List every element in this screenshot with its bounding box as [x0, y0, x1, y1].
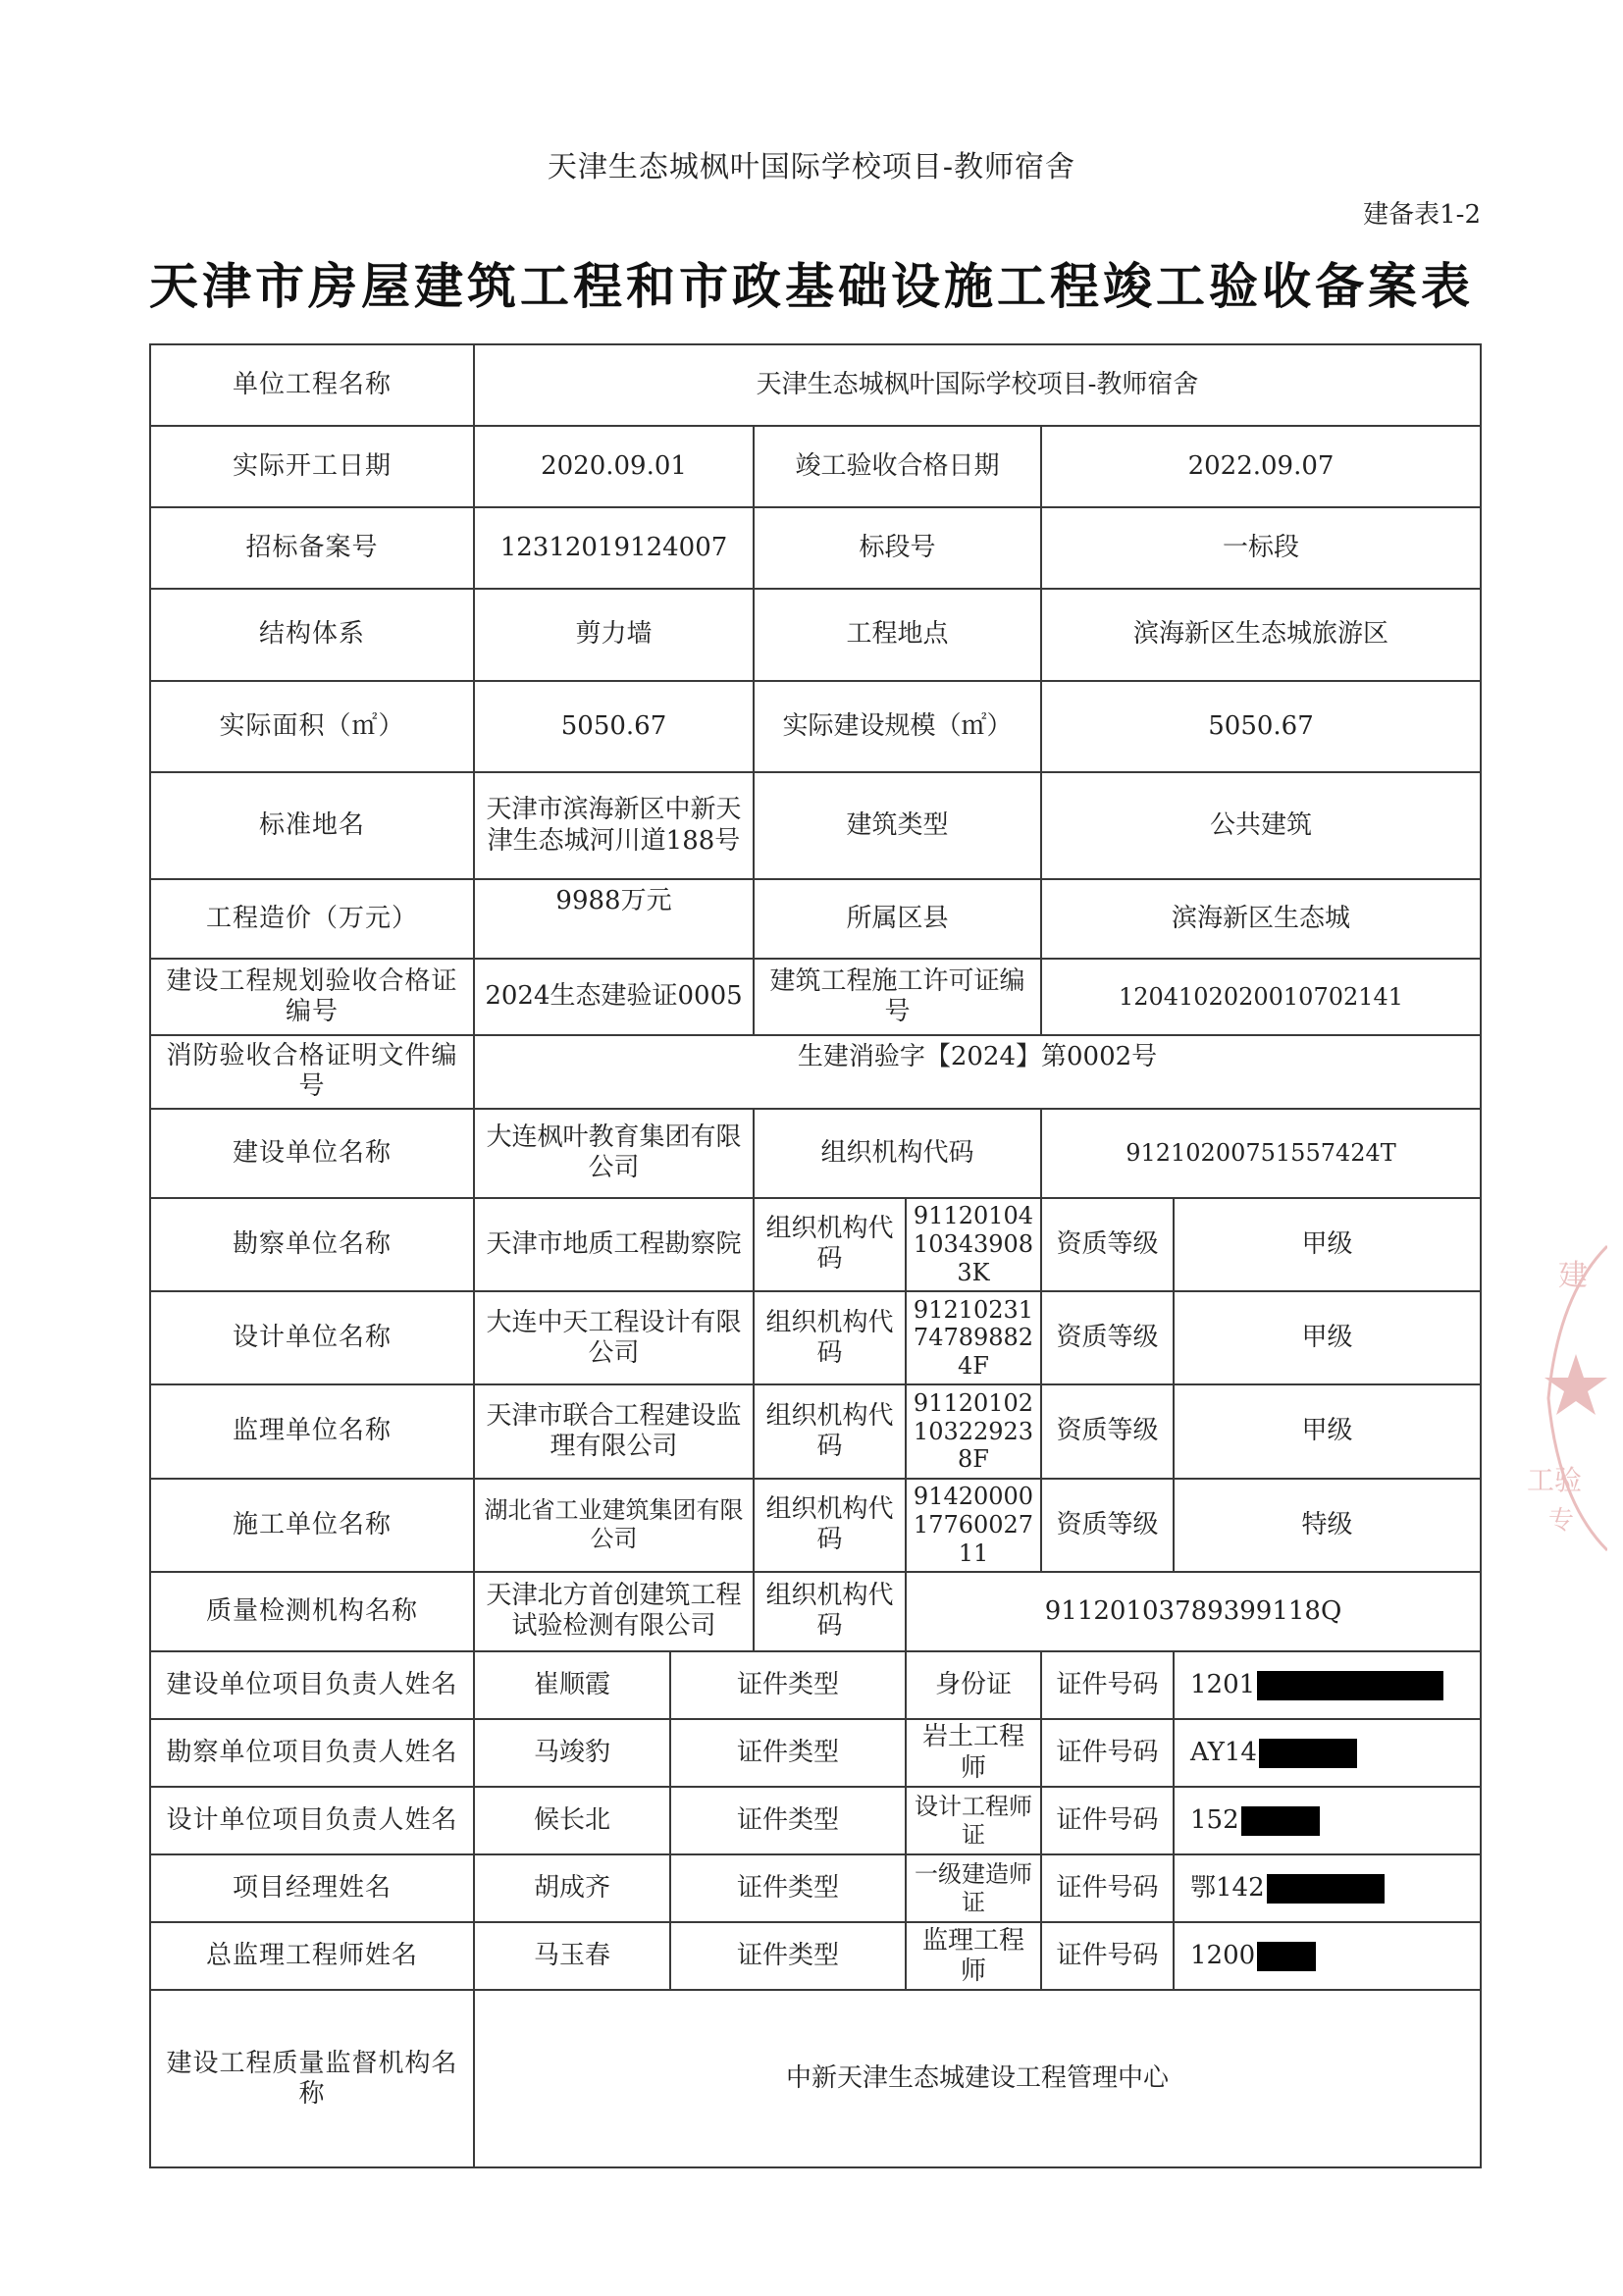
- row-address: [150, 772, 1481, 879]
- owner-label: 建设单位名称: [150, 1109, 474, 1198]
- redaction-bar: [1241, 1806, 1320, 1836]
- unit-code-label: 组织机构代码: [754, 1384, 906, 1478]
- id-no-label: 证件号码: [1041, 1854, 1174, 1922]
- start-date-label: 实际开工日期: [150, 426, 474, 507]
- area-label: 实际面积（㎡）: [150, 681, 474, 772]
- row-person: [150, 1651, 1481, 1719]
- person-role: 项目经理姓名: [150, 1854, 474, 1922]
- unit-code: 91210231747898824F: [906, 1291, 1041, 1384]
- id-no-label: 证件号码: [1041, 1787, 1174, 1854]
- row-person: [150, 1854, 1481, 1922]
- row-certs: [150, 959, 1481, 1034]
- person-id-no: [1174, 1651, 1481, 1719]
- cost-label: 工程造价（万元）: [150, 879, 474, 959]
- row-structure: [150, 589, 1481, 680]
- person-id-type: 身份证: [906, 1651, 1041, 1719]
- testing-name: 天津北方首创建筑工程试验检测有限公司: [474, 1572, 754, 1651]
- owner-code-value: 91210200751557424T: [1041, 1109, 1481, 1198]
- person-name: 马玉春: [474, 1922, 670, 1990]
- id-type-label: 证件类型: [670, 1787, 906, 1854]
- row-unit: [150, 1479, 1481, 1572]
- supervision-value: 中新天津生态城建设工程管理中心: [474, 1990, 1481, 2167]
- row-owner: [150, 1109, 1481, 1198]
- address-label: 标准地名: [150, 772, 474, 879]
- structure-label: 结构体系: [150, 589, 474, 680]
- person-id-prefix: 1201: [1190, 1669, 1256, 1699]
- unit-grade: 甲级: [1174, 1384, 1481, 1478]
- form-title: 天津市房屋建筑工程和市政基础设施工程竣工验收备案表: [149, 257, 1474, 315]
- redaction-bar: [1259, 1739, 1357, 1768]
- supervision-label: 建设工程质量监督机构名称: [150, 1990, 474, 2167]
- project-header: 天津生态城枫叶国际学校项目-教师宿舍: [547, 150, 1076, 184]
- qualification-label: 资质等级: [1041, 1198, 1174, 1291]
- bid-no-value: 12312019124007: [474, 507, 754, 589]
- row-person: [150, 1787, 1481, 1854]
- person-id-type: 岩土工程师: [906, 1719, 1041, 1787]
- location-label: 工程地点: [754, 589, 1041, 680]
- person-id-prefix: 152: [1190, 1805, 1239, 1836]
- row-unit: [150, 1384, 1481, 1478]
- person-name: 候长北: [474, 1787, 670, 1854]
- unit-label: 设计单位名称: [150, 1291, 474, 1384]
- building-type-value: 公共建筑: [1041, 772, 1481, 879]
- area-value: 5050.67: [474, 681, 754, 772]
- id-type-label: 证件类型: [670, 1719, 906, 1787]
- permit-label: 建筑工程施工许可证编号: [754, 959, 1041, 1034]
- row-project-name: [150, 344, 1481, 426]
- row-supervision: [150, 1990, 1481, 2167]
- acceptance-date-label: 竣工验收合格日期: [754, 426, 1041, 507]
- id-type-label: 证件类型: [670, 1922, 906, 1990]
- qualification-label: 资质等级: [1041, 1384, 1174, 1478]
- project-name-value: 天津生态城枫叶国际学校项目-教师宿舍: [474, 344, 1481, 426]
- person-role: 总监理工程师姓名: [150, 1922, 474, 1990]
- person-id-type: 监理工程师: [906, 1922, 1041, 1990]
- unit-code-label: 组织机构代码: [754, 1479, 906, 1572]
- unit-grade: 甲级: [1174, 1291, 1481, 1384]
- unit-name: 大连中天工程设计有限公司: [474, 1291, 754, 1384]
- unit-code: 91120104103439083K: [906, 1198, 1041, 1291]
- unit-code-label: 组织机构代码: [754, 1198, 906, 1291]
- project-name-label: 单位工程名称: [150, 344, 474, 426]
- person-name: 马竣豹: [474, 1719, 670, 1787]
- row-testing: [150, 1572, 1481, 1651]
- unit-label: 施工单位名称: [150, 1479, 474, 1572]
- acceptance-date-value: 2022.09.07: [1041, 426, 1481, 507]
- permit-value: 120410202001070214​1: [1041, 959, 1481, 1034]
- scale-label: 实际建设规模（㎡）: [754, 681, 1041, 772]
- section-value: 一标段: [1041, 507, 1481, 589]
- partial-seal-stamp: [1519, 1236, 1607, 1560]
- id-type-label: 证件类型: [670, 1651, 906, 1719]
- row-person: [150, 1719, 1481, 1787]
- fire-cert-label: 消防验收合格证明文件编号: [150, 1035, 474, 1109]
- unit-code-label: 组织机构代码: [754, 1291, 906, 1384]
- fire-cert-value: 生建消验字【2024】第0002号: [474, 1035, 1481, 1109]
- scale-value: 5050.67: [1041, 681, 1481, 772]
- structure-value: 剪力墙: [474, 589, 754, 680]
- start-date-value: 2020.09.01: [474, 426, 754, 507]
- unit-label: 勘察单位名称: [150, 1198, 474, 1291]
- person-id-no: [1174, 1854, 1481, 1922]
- owner-value: 大连枫叶教育集团有限公司: [474, 1109, 754, 1198]
- planning-cert-value: 2024生态建验证0005: [474, 959, 754, 1034]
- cost-value: 9988万元: [474, 879, 754, 959]
- unit-code: 914200001776002711: [906, 1479, 1041, 1572]
- person-id-no: [1174, 1719, 1481, 1787]
- section-label: 标段号: [754, 507, 1041, 589]
- person-id-prefix: 1200: [1190, 1941, 1256, 1971]
- seal-text-2: 工验: [1527, 1464, 1583, 1496]
- redaction-bar: [1257, 1942, 1316, 1971]
- person-id-type: 一级建造师证: [906, 1854, 1041, 1922]
- testing-code: 91120103789399118Q: [906, 1572, 1481, 1651]
- unit-name: 天津市联合工程建设监理有限公司: [474, 1384, 754, 1478]
- id-no-label: 证件号码: [1041, 1922, 1174, 1990]
- person-name: 胡成齐: [474, 1854, 670, 1922]
- row-area: [150, 681, 1481, 772]
- id-no-label: 证件号码: [1041, 1719, 1174, 1787]
- unit-grade: 甲级: [1174, 1198, 1481, 1291]
- location-value: 滨海新区生态城旅游区: [1041, 589, 1481, 680]
- row-unit: [150, 1291, 1481, 1384]
- person-role: 设计单位项目负责人姓名: [150, 1787, 474, 1854]
- person-role: 建设单位项目负责人姓名: [150, 1651, 474, 1719]
- qualification-label: 资质等级: [1041, 1291, 1174, 1384]
- person-name: 崔顺霞: [474, 1651, 670, 1719]
- filing-form-table: [149, 343, 1482, 2168]
- row-bid: [150, 507, 1481, 589]
- building-type-label: 建筑类型: [754, 772, 1041, 879]
- testing-label: 质量检测机构名称: [150, 1572, 474, 1651]
- id-no-label: 证件号码: [1041, 1651, 1174, 1719]
- row-unit: [150, 1198, 1481, 1291]
- unit-grade: 特级: [1174, 1479, 1481, 1572]
- row-fire-cert: [150, 1035, 1481, 1109]
- person-role: 勘察单位项目负责人姓名: [150, 1719, 474, 1787]
- planning-cert-label: 建设工程规划验收合格证编号: [150, 959, 474, 1034]
- unit-code: 91120102103229238F: [906, 1384, 1041, 1478]
- address-value: 天津市滨海新区中新天津生态城河川道188号: [474, 772, 754, 879]
- unit-name: 湖北省工业建筑集团有限公司: [474, 1479, 754, 1572]
- id-type-label: 证件类型: [670, 1854, 906, 1922]
- person-id-prefix: 鄂142: [1190, 1873, 1265, 1904]
- person-id-prefix: AY14: [1190, 1737, 1257, 1767]
- person-id-type: 设计工程师证: [906, 1787, 1041, 1854]
- redaction-bar: [1257, 1671, 1443, 1700]
- row-person: [150, 1922, 1481, 1990]
- row-dates: [150, 426, 1481, 507]
- unit-name: 天津市地质工程勘察院: [474, 1198, 754, 1291]
- qualification-label: 资质等级: [1041, 1479, 1174, 1572]
- owner-code-label: 组织机构代码: [754, 1109, 1041, 1198]
- bid-no-label: 招标备案号: [150, 507, 474, 589]
- testing-code-label: 组织机构代码: [754, 1572, 906, 1651]
- unit-label: 监理单位名称: [150, 1384, 474, 1478]
- person-id-no: [1174, 1922, 1481, 1990]
- seal-text-1: 建: [1558, 1259, 1588, 1293]
- form-code: 建备表1-2: [1363, 200, 1481, 230]
- district-value: 滨海新区生态城: [1041, 879, 1481, 959]
- seal-text-3: 专: [1548, 1506, 1575, 1536]
- redaction-bar: [1267, 1874, 1385, 1904]
- person-id-no: [1174, 1787, 1481, 1854]
- district-label: 所属区县: [754, 879, 1041, 959]
- row-cost: [150, 879, 1481, 959]
